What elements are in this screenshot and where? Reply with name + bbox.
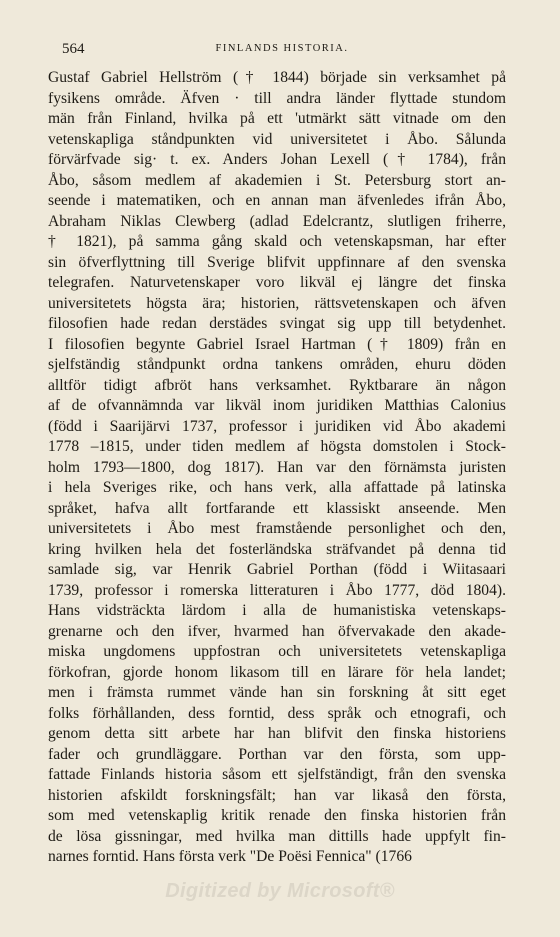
digitization-watermark: Digitized by Microsoft® xyxy=(165,880,395,902)
text-line: fattade Finlands historia såsom ett sjelfständigt, från den svenska xyxy=(48,766,506,783)
text-line: 1778 –1815, under tiden medlem af högsta domstolen i Stock- xyxy=(48,438,506,455)
text-line: förvärfvade sig· t. ex. Anders Johan Lexell († 1784), från xyxy=(48,151,506,168)
text-line: filosofien hade redan derstädes svingat sig upp till betydenhet. xyxy=(48,315,506,332)
page-number: 564 xyxy=(62,41,85,57)
text-line: i hela Sveriges rike, och hans verk, alla affattade på latinska xyxy=(48,479,506,496)
text-line: (född i Saarijärvi 1737, professor i juridiken vid Åbo akademi xyxy=(48,417,506,435)
text-line: de lösa gissningar, med hvilka man dittills hade uppfylt fin- xyxy=(48,827,506,845)
text-line: historien afskildt forskningsfält; han var likaså den första, xyxy=(48,786,506,804)
text-line: men i främsta rummet vände han sin forskning åt sitt eget xyxy=(48,684,506,701)
text-line: fader och grundläggare. Porthan var den första, som upp- xyxy=(48,745,506,763)
text-line: † 1821), på samma gång skald och vetenskapsman, har efter xyxy=(48,233,506,250)
text-line: universitetets högsta ära; historien, rättsvetenskapen och äfven xyxy=(48,294,506,312)
text-line: alltför tidigt afbröt hans verksamhet. Ryktbarare än någon xyxy=(48,376,506,394)
text-line: kring hvilken hela det fosterländska sträfvandet på denna tid xyxy=(48,540,506,558)
text-line: Hans vidsträckta lärdom i alla de humanistiska vetenskaps- xyxy=(48,602,506,619)
text-line: seende i matematiken, och en annan man äfvenledes ifrån Åbo, xyxy=(48,192,506,209)
text-line: samlade sig, var Henrik Gabriel Porthan (född i Wiitasaari xyxy=(48,561,506,578)
text-line: språket, hafva allt fortfarande ett klassiskt anseende. Men xyxy=(48,499,506,517)
text-line: förkofran, gjorde honom likasom till en lärare för hela landet; xyxy=(48,663,506,681)
text-line: narnes forntid. Hans första verk "De Poësi Fennica" (1766 xyxy=(48,848,412,865)
text-line: fysikens område. Äfven · till andra länder flyttade stundom xyxy=(48,89,506,107)
text-line: telegrafen. Naturvetenskaper voro likväl ej längre det finska xyxy=(48,274,506,291)
text-line: Gustaf Gabriel Hellström († 1844) började sin verksamhet på xyxy=(48,69,506,86)
text-line: sin öfverflyttning till Sverige blifvit uppfinnare af den svenska xyxy=(48,253,506,271)
text-line: universitetets i Åbo mest framstående personlighet och den, xyxy=(48,520,506,537)
text-line: som med vetenskaplig kritik renade den finska historien från xyxy=(48,807,506,824)
text-line: Åbo, såsom medlem af akademien i St. Petersburg stort an- xyxy=(48,171,506,189)
text-line: af de ofvannämnda var likväl inom juridiken Matthias Calonius xyxy=(48,397,506,414)
text-line: I filosofien begynte Gabriel Israel Hartman († 1809) från en xyxy=(48,335,506,353)
running-head: FINLANDS HISTORIA. xyxy=(215,43,349,54)
body-text xyxy=(48,68,506,868)
text-line: holm 1793—1800, dog 1817). Han var den förnämsta juristen xyxy=(48,458,506,476)
text-line: grenarne och den ifver, hvarmed han öfvervakade den akade- xyxy=(48,622,506,640)
text-line: vetenskapliga ståndpunkten vid universitetet i Åbo. Sålunda xyxy=(48,130,506,148)
text-line: män från Finland, hvilka på ett 'utmärkt sätt vitnade om den xyxy=(48,110,506,127)
text-line: folks förhållanden, dess forntid, dess språk och etnografi, och xyxy=(48,704,506,722)
text-line: sjelfständig ståndpunkt ordna tankens områden, ehuru döden xyxy=(48,356,506,373)
text-line: miska ungdomens uppfostran och universitetets vetenskapliga xyxy=(48,643,506,660)
text-line: genom detta sitt arbete har han blifvit den finska historiens xyxy=(48,725,506,742)
page-header xyxy=(62,41,502,61)
text-line: Abraham Niklas Clewberg (adlad Edelcrantz, slutligen friherre, xyxy=(48,212,506,230)
text-line: 1739, professor i romerska litteraturen i Åbo 1777, död 1804). xyxy=(48,581,506,599)
